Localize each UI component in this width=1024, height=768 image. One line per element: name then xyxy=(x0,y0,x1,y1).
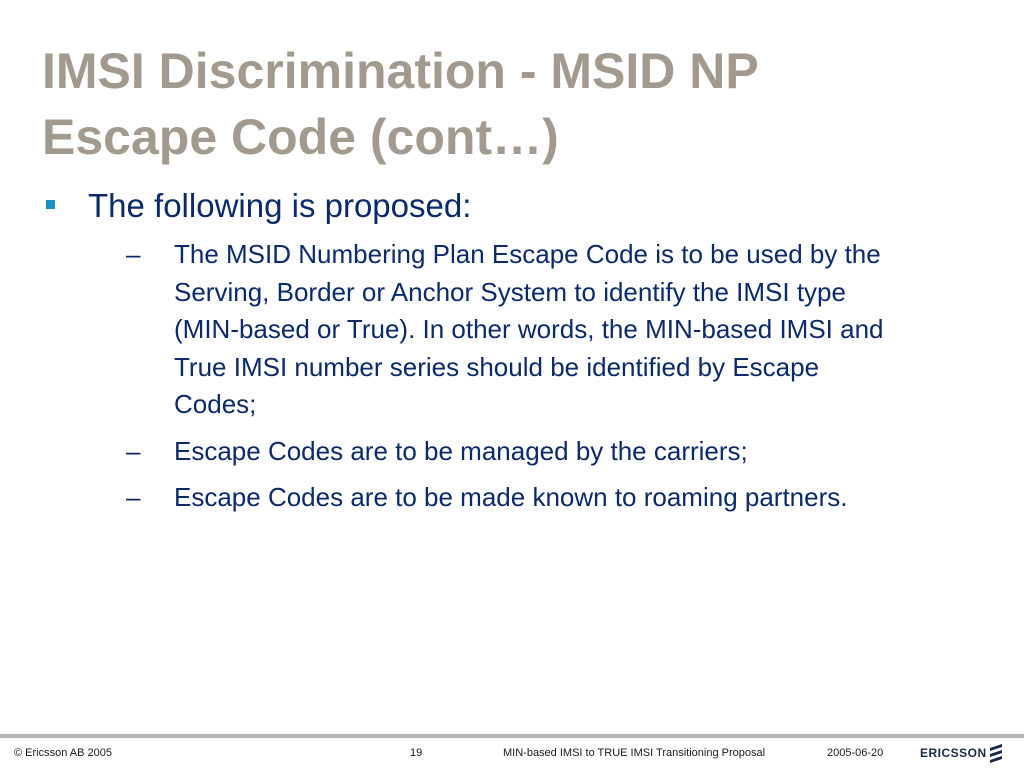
sub-bullet-text: Escape Codes are to be managed by the carriers; xyxy=(174,435,748,466)
sub-bullet-text: The MSID Numbering Plan Escape Code is to be used by the Serving, Border or Anchor System to identify the IMSI type (MIN-based or True). In other words, the MIN-based IMSI and True IMSI number series should be identified by Escape Codes; xyxy=(174,239,884,419)
footer-presentation-title: MIN-based IMSI to TRUE IMSI Transitioning Proposal xyxy=(503,747,766,759)
footer-copyright: © Ericsson AB 2005 xyxy=(14,747,112,759)
slide-title xyxy=(42,38,982,170)
ericsson-logo-icon xyxy=(989,743,1003,763)
slide-title-line-1: IMSI Discrimination - MSID NP xyxy=(42,43,759,99)
sub-bullet-list xyxy=(126,236,896,526)
bullet-level-1-text: The following is proposed: xyxy=(88,187,472,224)
logo-wordmark: ERICSSON xyxy=(920,746,987,760)
slide-title-line-2: Escape Code (cont…) xyxy=(42,109,559,165)
sub-bullet-item xyxy=(126,433,896,471)
square-bullet-icon xyxy=(46,200,55,209)
dash-bullet-icon: – xyxy=(126,239,141,269)
footer-date: 2005-06-20 xyxy=(827,747,884,759)
dash-bullet-icon: – xyxy=(126,435,141,466)
sub-bullet-item xyxy=(126,479,896,517)
ericsson-logo xyxy=(920,743,1010,763)
sub-bullet-text: Escape Codes are to be made known to roaming partners. xyxy=(174,482,848,512)
footer-page-number: 19 xyxy=(410,747,423,759)
dash-bullet-icon: – xyxy=(126,482,141,512)
sub-bullet-item xyxy=(126,236,896,424)
slide-footer xyxy=(0,738,1024,768)
